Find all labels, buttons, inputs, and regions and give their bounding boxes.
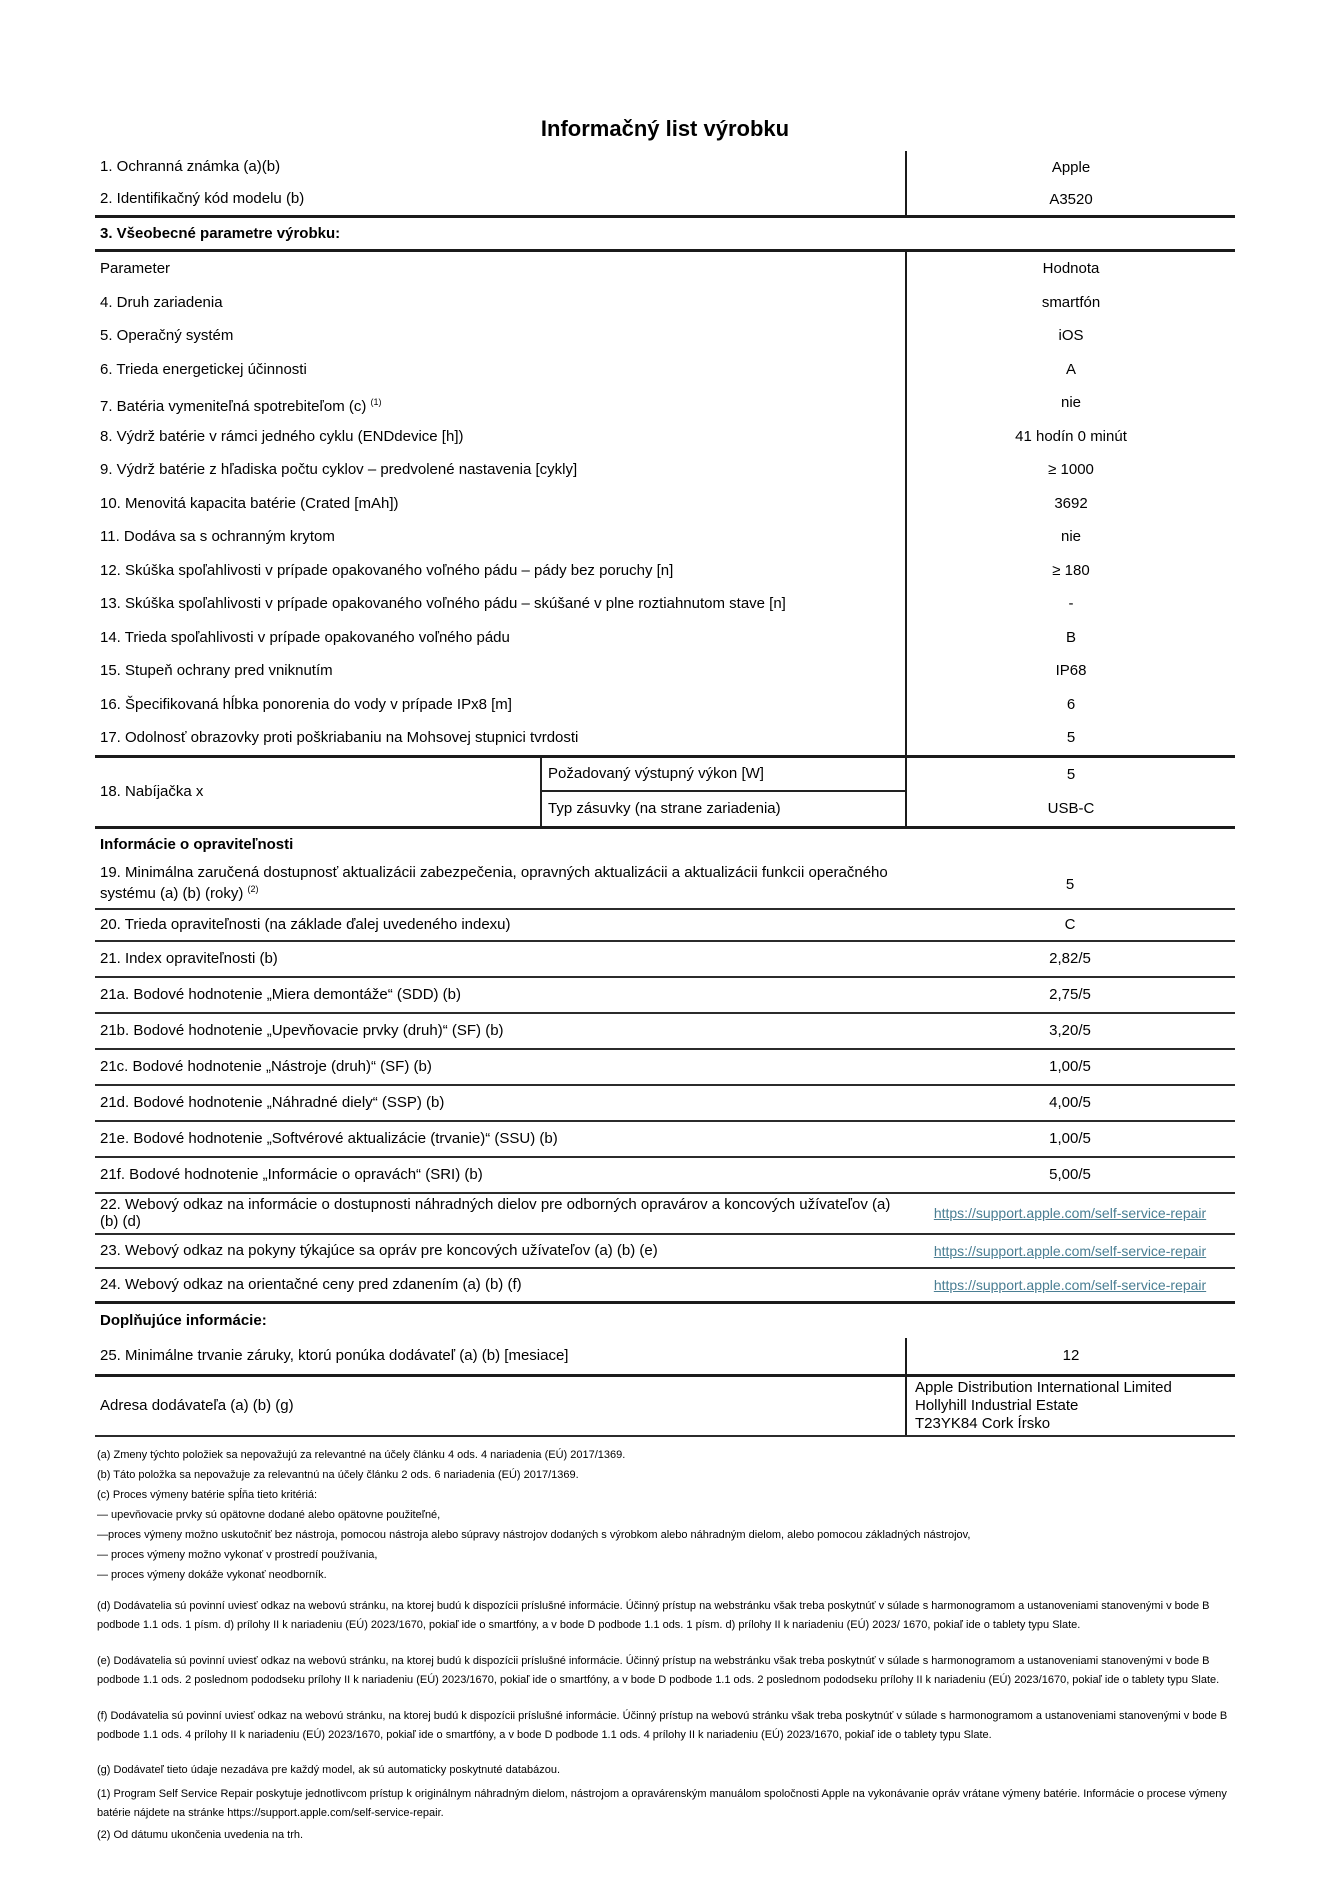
- table-row: [95, 721, 1235, 755]
- supplier-address-row: [95, 1377, 1235, 1437]
- address-line: Hollyhill Industrial Estate: [915, 1396, 1079, 1414]
- footnote-marker: (1): [370, 397, 382, 407]
- row-label: 21c. Bodové hodnotenie „Nástroje (druh)“ (SF) (b): [100, 1058, 432, 1075]
- footnote: —proces výmeny možno uskutočniť bez nástroja, pomocou nástroja alebo súpravy nástrojov dodaných s výrobkom alebo náhradným dielom, alebo pomocou základných nástrojov,: [97, 1528, 971, 1541]
- table-row: [95, 420, 1235, 454]
- row-value: C: [1064, 916, 1076, 933]
- table-row: [95, 1338, 1235, 1377]
- row-label: 17. Odolnosť obrazovky proti poškriabaniu na Mohsovej stupnici tvrdosti: [100, 729, 579, 746]
- footnote: — proces výmeny možno vykonať v prostredí používania,: [97, 1548, 378, 1561]
- row-value: ≥ 180: [905, 554, 1235, 588]
- charger-subrow-values: [905, 758, 1235, 826]
- row-label: 21a. Bodové hodnotenie „Miera demontáže“ (SDD) (b): [100, 986, 462, 1003]
- footnote: (d) Dodávatelia sú povinní uviesť odkaz na webovú stránku, na ktorej budú k dispozícii príslušné informácie. Účinný prístup na webstránku však treba poskytnúť v súlade s harmonogramom a ustanoveniami stanovenými v bode B podbode 1.1 ods. 1 písm. d) prílohy II k nariadeniu (EÚ) 2023/1670, pokiaľ ide o smartfóny, a v bode D podbode 1.1 ods. 1 písm. d) prílohy II k nariadeniu (EÚ) 2023/ 1670, pokiaľ ide o tablety typu Slate.: [97, 1599, 1210, 1631]
- row-label: 21e. Bodové hodnotenie „Softvérové aktualizácie (trvanie)“ (SSU) (b): [100, 1130, 558, 1147]
- table-row: [95, 621, 1235, 655]
- table-row: [95, 978, 1235, 1014]
- charger-subrow-labels: [540, 758, 905, 826]
- section-heading-general: 3. Všeobecné parametre výrobku:: [95, 218, 1235, 252]
- row-label: 22. Webový odkaz na informácie o dostupnosti náhradných dielov pre odborných opravárov a koncových užívateľov (a) (b) (d): [100, 1195, 891, 1230]
- row-label: 7. Batéria vymeniteľná spotrebiteľom (c) $^{(1)}$: [100, 397, 382, 415]
- row-value: B: [905, 621, 1235, 655]
- row-label: 23. Webový odkaz na pokyny týkajúce sa opráv pre koncových užívateľov (a) (b) (e): [100, 1242, 658, 1259]
- footnote: (c) Proces výmeny batérie spĺňa tieto kritériá:: [97, 1488, 318, 1501]
- table-row: [95, 688, 1235, 722]
- charger-table: [95, 755, 1235, 829]
- row-value: -: [905, 587, 1235, 621]
- footnotes: [95, 1437, 1235, 1845]
- row-label: 24. Webový odkaz na orientačné ceny pred zdanením (a) (b) (f): [100, 1276, 522, 1293]
- footnote: (b) Táto položka sa nepovažuje za relevantnú na účely článku 2 ods. 6 nariadenia (EÚ) 2017/1369.: [97, 1468, 579, 1481]
- row-value: 6: [905, 688, 1235, 722]
- table-row: [95, 286, 1235, 320]
- column-header-parameter: Parameter: [100, 260, 171, 277]
- table-row: [95, 554, 1235, 588]
- row-label: 11. Dodáva sa s ochranným krytom: [100, 528, 335, 545]
- table-row: [95, 942, 1235, 978]
- table-row: [95, 319, 1235, 353]
- row-label: 2. Identifikačný kód modelu (b): [100, 190, 305, 207]
- table-row: [95, 1269, 1235, 1304]
- row-label: 14. Trieda spoľahlivosti v prípade opakovaného voľného pádu: [100, 628, 510, 646]
- row-value: USB-C: [1047, 800, 1095, 817]
- table-row: [95, 353, 1235, 387]
- row-value: 5: [1066, 766, 1076, 783]
- section-heading-repairability: Informácie o opraviteľnosti: [100, 836, 294, 853]
- row-label: 6. Trieda energetickej účinnosti: [100, 360, 307, 378]
- footnote: (2) Od dátumu ukončenia uvedenia na trh.: [97, 1828, 304, 1841]
- row-value: A3520: [905, 183, 1235, 215]
- page-title: Informačný list výrobku: [540, 116, 790, 141]
- row-value: 3692: [905, 487, 1235, 521]
- table-row: [95, 1086, 1235, 1122]
- supplier-address: [905, 1377, 1235, 1435]
- row-label: Adresa dodávateľa (a) (b) (g): [100, 1397, 294, 1414]
- table-row: [95, 1235, 1235, 1269]
- row-label: 1. Ochranná známka (a)(b): [100, 158, 281, 175]
- row-value: nie: [905, 386, 1235, 420]
- row-label: 20. Trieda opraviteľnosti (na základe ďalej uvedeného indexu): [100, 916, 511, 933]
- row-label: 21b. Bodové hodnotenie „Upevňovacie prvky (druh)“ (SF) (b): [100, 1022, 504, 1039]
- row-label: 19. Minimálna zaručená dostupnosť aktualizácii zabezpečenia, opravných aktualizácii a aktualizácii funkcii operačného systému (a) (b) (roky) $^{(2)}$: [100, 863, 888, 902]
- row-value: smartfón: [905, 286, 1235, 320]
- row-label: 12. Skúška spoľahlivosti v prípade opakovaného voľného pádu – pády bez poruchy [n]: [100, 561, 674, 579]
- self-service-repair-link[interactable]: https://support.apple.com/self-service-repair: [933, 1242, 1207, 1259]
- section-heading-additional: Doplňujúce informácie:: [100, 1312, 267, 1329]
- row-label: 18. Nabíjačka x: [100, 783, 204, 800]
- self-service-repair-link[interactable]: https://support.apple.com/self-service-repair: [933, 1205, 1207, 1221]
- self-service-repair-link[interactable]: https://support.apple.com/self-service-repair: [933, 1276, 1207, 1293]
- row-label: 9. Výdrž batérie z hľadiska počtu cyklov – predvolené nastavenia [cykly]: [100, 461, 578, 478]
- table-row: [95, 1050, 1235, 1086]
- row-label: 4. Druh zariadenia: [100, 293, 223, 311]
- row-label: 10. Menovitá kapacita batérie (Crated [mAh]): [100, 494, 399, 512]
- row-label: Typ zásuvky (na strane zariadenia): [548, 800, 781, 817]
- table-row: [95, 910, 1235, 942]
- row-value: [905, 1269, 1235, 1301]
- table-row: [95, 1194, 1235, 1235]
- address-line: Apple Distribution International Limited: [915, 1378, 1172, 1396]
- table-row: [95, 861, 1235, 910]
- footnote: — upevňovacie prvky sú opätovne dodané alebo opätovne použiteľné,: [97, 1508, 441, 1521]
- row-value: 2,82/5: [1049, 950, 1091, 967]
- row-label: 21. Index opraviteľnosti (b): [100, 950, 278, 967]
- row-value: 1,00/5: [1049, 1058, 1091, 1075]
- row-value: nie: [905, 520, 1235, 554]
- table-row: [95, 453, 1235, 487]
- row-value: 2,75/5: [1049, 986, 1091, 1003]
- table-row: [95, 183, 1235, 215]
- row-value: 5: [1065, 875, 1075, 893]
- table-row: [95, 151, 1235, 183]
- footnote-marker: (2): [247, 884, 259, 894]
- table-header-row: [95, 252, 1235, 286]
- footnote: (a) Zmeny týchto položiek sa nepovažujú za relevantné na účely článku 4 ods. 4 nariadenia (EÚ) 2017/1369.: [97, 1448, 626, 1461]
- row-value: iOS: [905, 319, 1235, 353]
- table-row: [95, 386, 1235, 420]
- row-label: 13. Skúška spoľahlivosti v prípade opakovaného voľného pádu – skúšané v plne roztiahnutom stave [n]: [100, 595, 786, 612]
- row-value: 5,00/5: [1049, 1166, 1091, 1183]
- table-row: [95, 587, 1235, 621]
- row-value: IP68: [905, 654, 1235, 688]
- table-row: [95, 654, 1235, 688]
- row-value: [905, 1235, 1235, 1267]
- column-header-value: Hodnota: [905, 252, 1235, 286]
- row-label: 21d. Bodové hodnotenie „Náhradné diely“ (SSP) (b): [100, 1094, 445, 1111]
- row-label: 8. Výdrž batérie v rámci jedného cyklu (ENDdevice [h]): [100, 427, 464, 445]
- row-value: 1,00/5: [1049, 1130, 1091, 1147]
- row-value: 4,00/5: [1049, 1094, 1091, 1111]
- address-line: T23YK84 Cork Írsko: [915, 1414, 1051, 1432]
- table-row: [95, 1122, 1235, 1158]
- general-parameters-table: [95, 252, 1235, 755]
- row-label: 5. Operačný systém: [100, 327, 234, 344]
- row-value: 5: [905, 721, 1235, 755]
- identification-table: [95, 151, 1235, 218]
- row-value: Apple: [905, 151, 1235, 183]
- row-label: 25. Minimálne trvanie záruky, ktorú ponúka dodávateľ (a) (b) [mesiace]: [100, 1347, 569, 1364]
- footnote: — proces výmeny dokáže vykonať neodborník.: [97, 1568, 327, 1581]
- row-value: [905, 1194, 1235, 1233]
- row-value: A: [905, 353, 1235, 387]
- footnote: (g) Dodávateľ tieto údaje nezadáva pre každý model, ak sú automaticky poskytnuté databázou.: [97, 1763, 561, 1776]
- table-row: [95, 520, 1235, 554]
- footnote: (e) Dodávatelia sú povinní uviesť odkaz na webovú stránku, na ktorej budú k dispozícii príslušné informácie. Účinný prístup na webstránku však treba poskytnúť v súlade s harmonogramom a ustanoveniami stanovenými v bode B podbode 1.1 ods. 2 poslednom pododseku prílohy II k nariadeniu (EÚ) 2023/1670, pokiaľ ide o smartfóny, a v bode D podbode 1.1 ods. 2 poslednom pododseku prílohy II k nariadeniu (EÚ) 2023/1670, pokiaľ ide o tablety typu Slate.: [97, 1654, 1220, 1686]
- row-label: 15. Stupeň ochrany pred vniknutím: [100, 662, 333, 679]
- row-value: 41 hodín 0 minút: [905, 420, 1235, 454]
- table-row: [95, 1014, 1235, 1050]
- row-label: 16. Špecifikovaná hĺbka ponorenia do vody v prípade IPx8 [m]: [100, 695, 512, 713]
- footnote: (f) Dodávatelia sú povinní uviesť odkaz na webovú stránku, na ktorej budú k dispozícii príslušné informácie. Účinný prístup na webovú stránku však treba poskytnúť v súlade s harmonogramom a ustanoveniami stanovenými v bode B podbode 1.1 ods. 4 prílohy II k nariadeniu (EÚ) 2023/1670, pokiaľ ide o smartfóny, a v bode D podbode 1.1 ods. 4 prílohy II k nariadeniu (EÚ) 2023/1670, pokiaľ ide o tablety typu Slate.: [97, 1709, 1228, 1741]
- row-value: ≥ 1000: [905, 453, 1235, 487]
- sheet-content: [95, 0, 1235, 1845]
- row-label: Požadovaný výstupný výkon [W]: [542, 758, 905, 792]
- table-row: [95, 1158, 1235, 1194]
- footnote: (1) Program Self Service Repair poskytuje jednotlivcom prístup k originálnym náhradným dielom, nástrojom a opravárenským manuálom spoločnosti Apple na vykonávanie opráv vrátane výmeny batérie. Informácie o procese výmeny batérie nájdete na stránke https://support.apple.com/self-service-repair.: [97, 1787, 1227, 1819]
- row-label: 21f. Bodové hodnotenie „Informácie o opravách“ (SRI) (b): [100, 1166, 483, 1183]
- table-row: [95, 487, 1235, 521]
- row-value: 12: [905, 1338, 1235, 1374]
- row-value: 3,20/5: [1049, 1022, 1091, 1039]
